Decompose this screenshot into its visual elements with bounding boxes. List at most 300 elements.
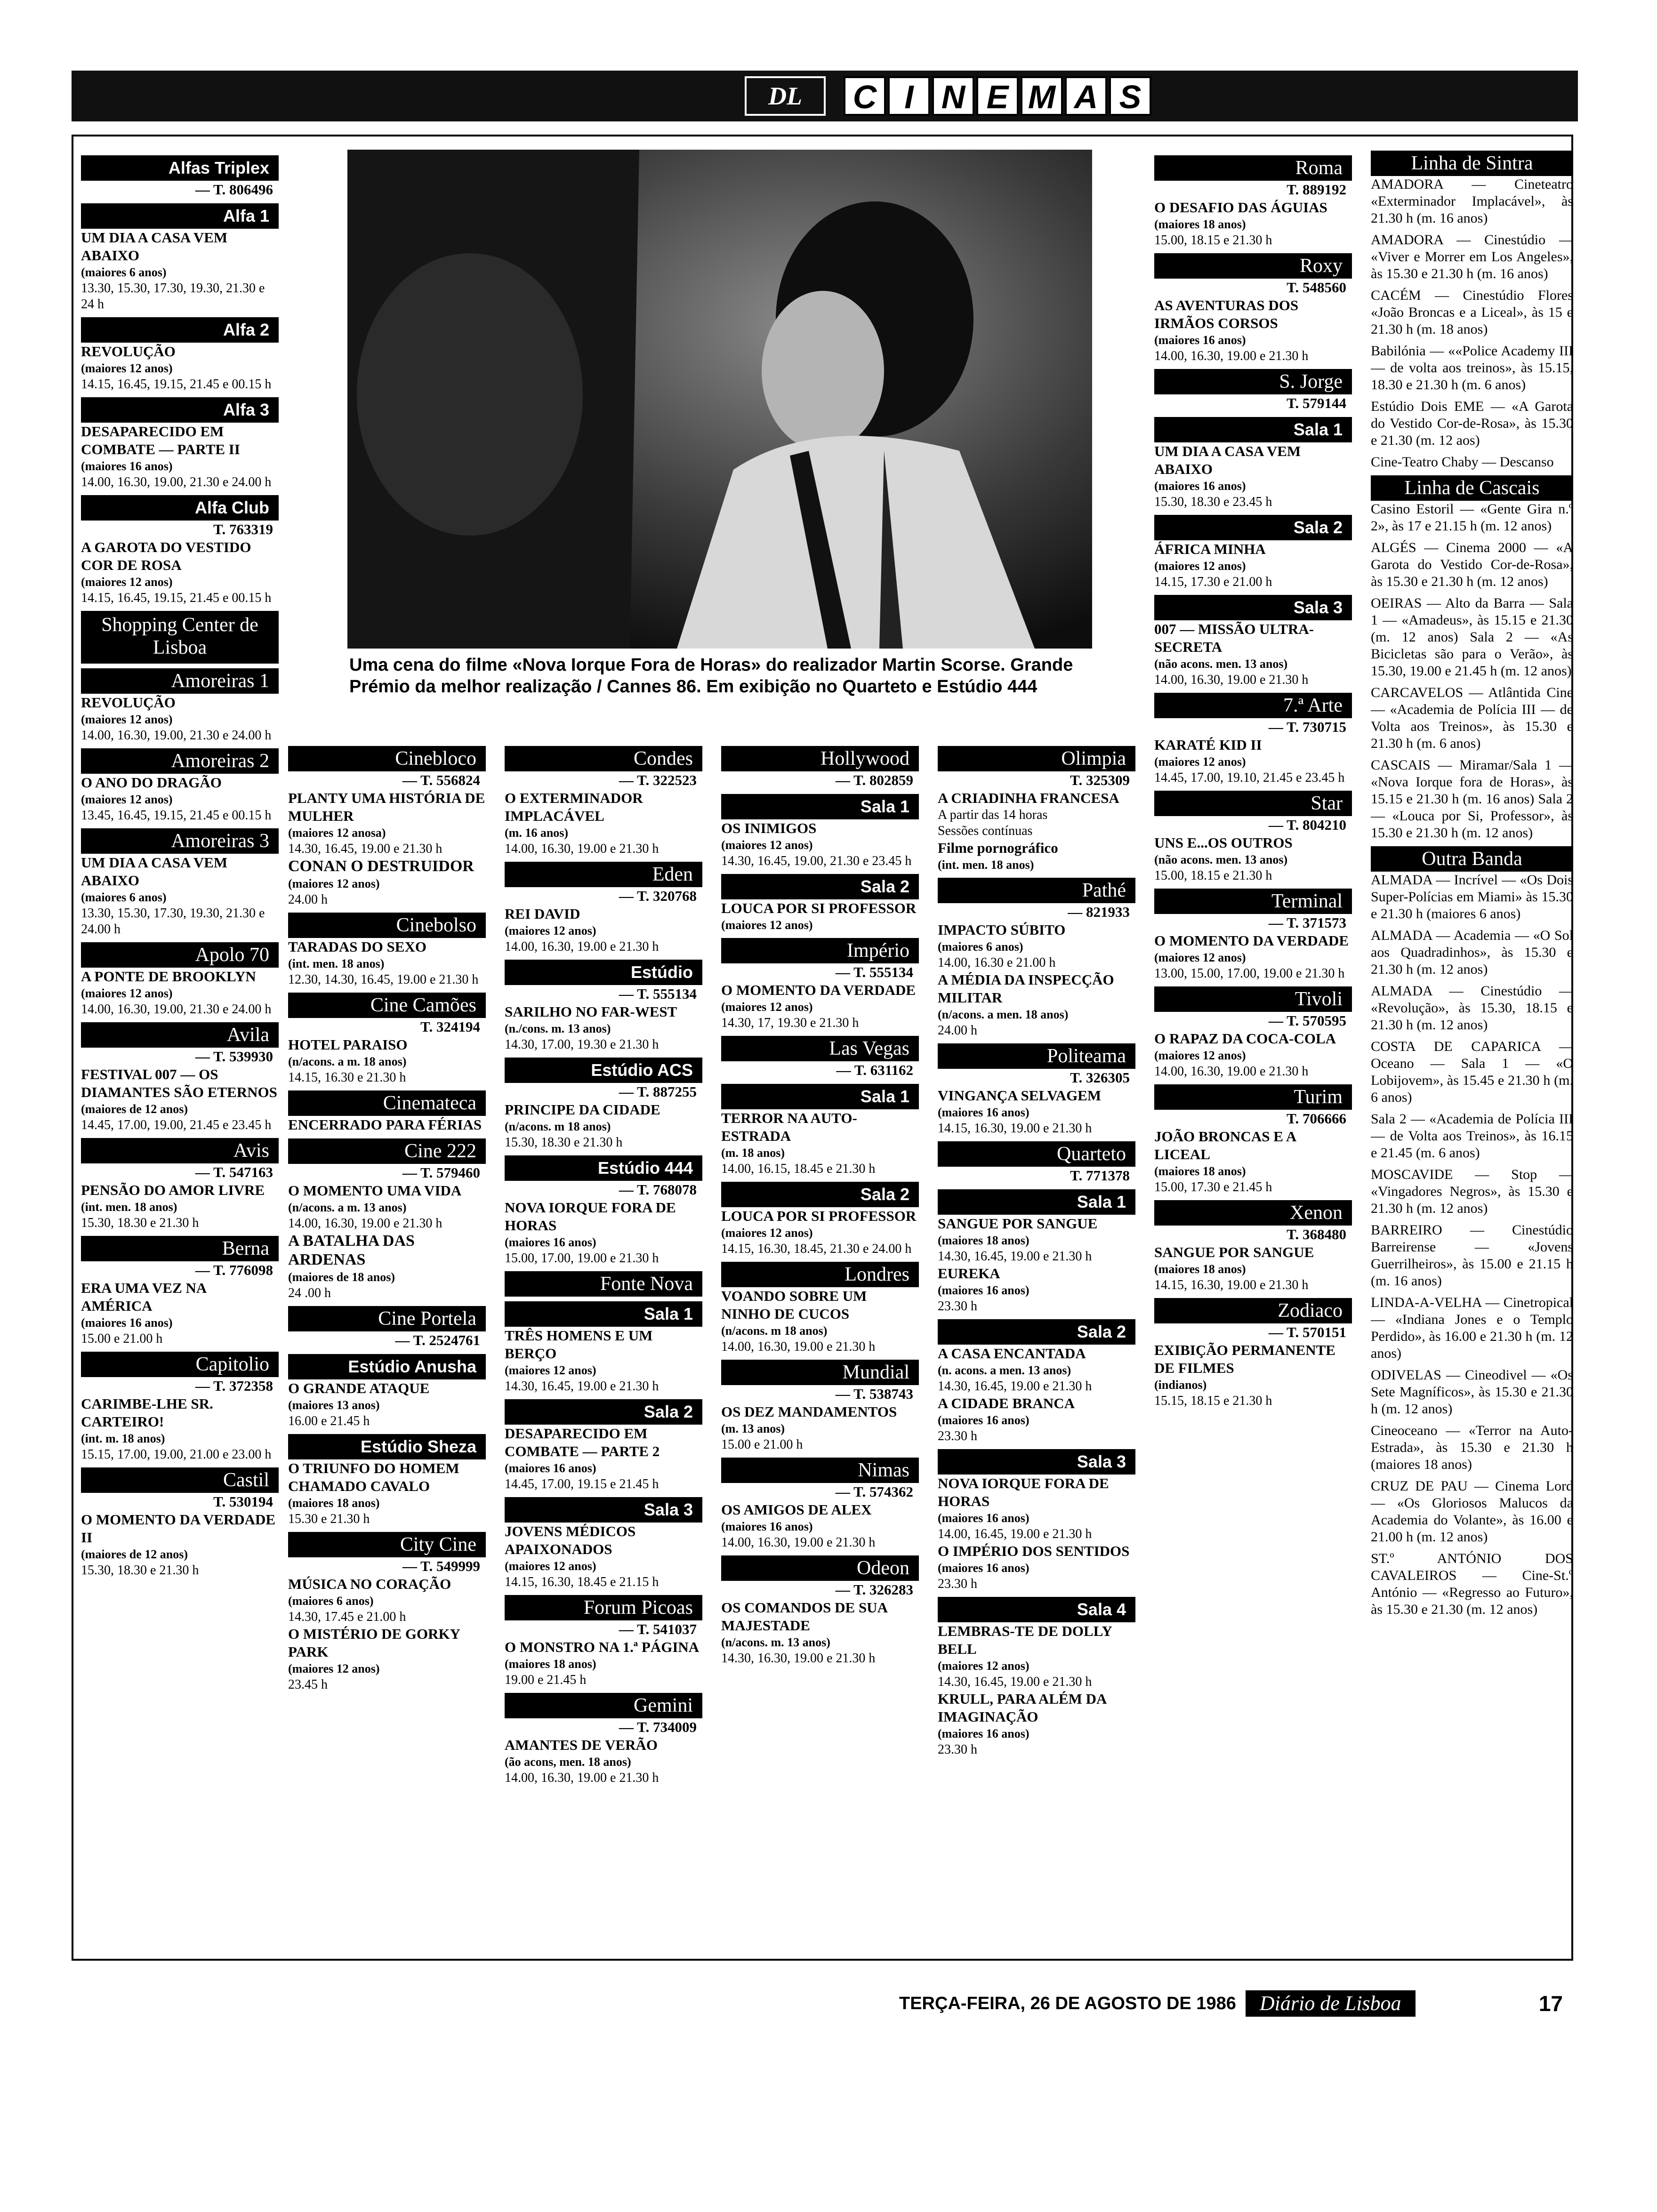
cinema-name: Alfa 2 [81, 317, 279, 343]
showtimes: 15.15, 17.00, 19.00, 21.00 e 23.00 h [81, 1447, 272, 1462]
showtimes: 14.15, 16.30, 18.45, 21.30 e 24.00 h [721, 1242, 912, 1256]
regional-listing: CARCAVELOS — Atlântida Cine — «Academia de Polícia III — de Volta aos Treinos», às 15.30 e 21.30 h (m. 6 anos) [1371, 685, 1573, 751]
age-rating: (maiores 18 anos) [1154, 1164, 1246, 1178]
cinema-listing [81, 828, 279, 938]
cinema-listing [81, 155, 279, 199]
cinema-listing [721, 1458, 919, 1551]
cinema-name: Cinebolso [288, 913, 486, 938]
age-rating: (maiores 12 anos) [721, 1000, 813, 1014]
film-title: LOUCA POR SI PROFESSOR [721, 1208, 917, 1224]
showtimes: 14.30, 16.45, 19.00 e 21.30 h [288, 842, 442, 856]
cinema-phone: — T. 887255 [619, 1083, 697, 1100]
publication-date: TERÇA-FEIRA, 26 DE AGOSTO DE 1986 [899, 1993, 1236, 2013]
cinema-phone: — T. 579460 [402, 1164, 480, 1181]
age-rating: (maiores 12 anos) [938, 1659, 1030, 1673]
cinema-name: Estúdio ACS [505, 1058, 702, 1083]
regional-listing: Sala 2 — «Academia de Polícia III — de Volta aos Treinos», às 16.15 e 21.45 (m. 6 anos) [1371, 1111, 1573, 1161]
film-title: PLANTY UMA HISTÓRIA DE MULHER [288, 790, 485, 824]
age-rating: (maiores 18 anos) [505, 1657, 596, 1671]
film-title: UM DIA A CASA VEM ABAIXO [1154, 443, 1301, 477]
cinema-phone: — T. 320768 [619, 888, 697, 904]
showtimes: 15.00, 17.30 e 21.45 h [1154, 1180, 1272, 1194]
film-title: KARATÉ KID II [1154, 737, 1262, 753]
age-rating: (maiores 16 anos) [938, 1511, 1030, 1525]
age-rating: (n. acons. a men. 13 anos) [938, 1363, 1071, 1377]
film-title: JOÃO BRONCAS E A LICEAL [1154, 1128, 1296, 1162]
title-letter: N [932, 76, 974, 116]
showtimes: 14.00, 16.30, 19.00 e 21.30 h [721, 1535, 876, 1550]
cinema-phone: — T. 806496 [195, 181, 273, 198]
column-7-regional [1371, 146, 1573, 1953]
showtimes: 14.30, 17, 19.30 e 21.30 h [721, 1016, 859, 1030]
regional-listing: Estúdio Dois EME — «A Garota do Vestido Cor-de-Rosa», às 15.30 e 21.30 (m. 12 aos) [1371, 399, 1573, 448]
film-title: TARADAS DO SEXO [288, 938, 426, 955]
cinema-name: S. Jorge [1154, 369, 1352, 394]
cinema-name: Quarteto [938, 1141, 1135, 1167]
age-rating: (maiores 16 anos) [1154, 333, 1246, 347]
page-footer [899, 1990, 1577, 2017]
showtimes: 14.00, 16.30, 19.00 e 21.30 h [505, 1771, 659, 1785]
cinema-listing [81, 397, 279, 490]
film-title: ERA UMA VEZ NA AMÉRICA [81, 1280, 206, 1314]
cinema-name: Sala 1 [1154, 417, 1352, 442]
cinema-listing [288, 746, 486, 908]
showtimes: 23.45 h [288, 1677, 328, 1692]
cinema-listing [288, 1306, 486, 1349]
cinema-listing [505, 1271, 702, 1297]
age-rating: (n/acons. a men. 18 anos) [938, 1008, 1069, 1021]
cinema-name: Amoreiras 1 [81, 668, 279, 694]
cinema-listing [505, 746, 702, 857]
cinema-listing [938, 1597, 1135, 1758]
showtimes: 14.30, 16.45, 19.00, 21.30 e 23.45 h [721, 854, 912, 868]
film-title: OS AMIGOS DE ALEX [721, 1501, 872, 1518]
showtimes: 16.00 e 21.45 h [288, 1414, 370, 1428]
title-letter: M [1021, 76, 1063, 116]
section-banner [72, 71, 1578, 121]
cinema-phone: — T. 734009 [619, 1719, 697, 1735]
showtimes: 15.30, 18.30 e 21.30 h [81, 1216, 199, 1230]
region-header-sintra: Linha de Sintra [1371, 151, 1573, 176]
showtimes: 14.00, 16.30, 19.00 e 21.30 h [1154, 673, 1309, 687]
cinema-name: Sala 3 [505, 1497, 702, 1523]
cinema-phone: T. 889192 [1287, 181, 1346, 198]
showtimes: 15.00, 18.15 e 21.30 h [1154, 868, 1272, 883]
cinema-phone: — T. 570595 [1268, 1012, 1346, 1029]
cinema-listing [721, 1360, 919, 1453]
film-title: CARIMBE-LHE SR. CARTEIRO! [81, 1395, 213, 1430]
cinema-phone: — T. 322523 [619, 772, 697, 788]
cinema-phone: T. 548560 [1287, 279, 1346, 296]
cinema-name: Fonte Nova [505, 1271, 702, 1297]
film-still-photo [347, 150, 1092, 649]
film-title: TERROR NA AUTO-ESTRADA [721, 1110, 857, 1144]
cinema-phone: — 821933 [1068, 904, 1130, 920]
showtimes: 14.45, 17.00, 19.00, 21.45 e 23.45 h [81, 1118, 272, 1132]
film-title: JOVENS MÉDICOS APAIXONADOS [505, 1523, 636, 1557]
showtimes: 14.30, 17.00, 19.30 e 21.30 h [505, 1037, 659, 1052]
cinema-name: Sala 2 [505, 1399, 702, 1425]
age-rating: (maiores 16 anos) [938, 1561, 1030, 1575]
showtimes: 14.15, 16.30 e 21.30 h [288, 1070, 406, 1085]
film-title: FESTIVAL 007 — OS DIAMANTES SÃO ETERNOS [81, 1066, 277, 1100]
cinema-listing [288, 993, 486, 1086]
showtimes: 23.30 h [938, 1429, 977, 1443]
cinema-listing [288, 913, 486, 988]
cinema-listing [1154, 253, 1352, 364]
film-title: 007 — MISSÃO ULTRA-SECRETA [1154, 621, 1314, 655]
cinema-listing [81, 1138, 279, 1231]
age-rating: (n/acons. a m. 13 anos) [288, 1201, 407, 1214]
film-title: O ANO DO DRAGÃO [81, 774, 222, 791]
cinema-name: Olimpia [938, 746, 1135, 771]
cinema-phone: — T. 538743 [835, 1386, 913, 1402]
cinema-phone: T. 324194 [420, 1018, 480, 1035]
regional-listing: BARREIRO — Cinestúdio Barreirense — «Jovens Guerrilheiros», às 15.00 e 21.15 h (m. 16 anos) [1371, 1222, 1573, 1289]
cinema-name: Turim [1154, 1084, 1352, 1110]
showtimes: 14.00, 16.30 e 21.00 h [938, 955, 1056, 970]
cinema-listing [938, 746, 1135, 873]
cinema-phone: — T. 539930 [195, 1048, 273, 1065]
film-title: LOUCA POR SI PROFESSOR [721, 900, 917, 916]
age-rating: (maiores 12 anos) [505, 924, 596, 938]
newspaper-name: Diário de Lisboa [1246, 1990, 1416, 2017]
regional-listing: AMADORA — Cineteatro «Exterminador Implacável», às 21.30 h (m. 16 anos) [1371, 176, 1573, 226]
cinema-name: Sala 3 [938, 1449, 1135, 1475]
age-rating: (maiores 6 anos) [81, 890, 167, 904]
cinema-phone: — T. 768078 [619, 1181, 697, 1198]
cinema-listing [288, 1434, 486, 1527]
title-letter: C [844, 76, 886, 116]
film-title: A BATALHA DAS ARDENAS [288, 1232, 415, 1268]
cinema-name: Estúdio [505, 960, 702, 985]
regional-listing: ST.º ANTÓNIO DOS CAVALEIROS — Cine-St.º António — «Regresso ao Futuro», às 15.30 e 21.30 (m. 12 anos) [1371, 1551, 1573, 1617]
regional-listing: ALGÉS — Cinema 2000 — «A Garota do Vestido Cor-de-Rosa», às 15.30 e 21.30 h (m. 12 anos) [1371, 540, 1573, 589]
film-title: LEMBRAS-TE DE DOLLY BELL [938, 1623, 1112, 1657]
cinema-listing [505, 960, 702, 1053]
cinema-name: Zodiaco [1154, 1298, 1352, 1323]
cinema-listing [938, 1043, 1135, 1137]
age-rating: (ão acons, men. 18 anos) [505, 1755, 631, 1769]
cinema-listing [81, 1236, 279, 1347]
cinema-listing [1154, 1200, 1352, 1293]
cinema-name: Berna [81, 1236, 279, 1261]
cinema-listing [938, 1189, 1135, 1314]
region-header-outra-banda: Outra Banda [1371, 846, 1573, 872]
age-rating: (maiores 12 anos) [1154, 755, 1246, 769]
showtimes: 15.00 e 21.00 h [81, 1331, 163, 1346]
cinema-name: Alfa 1 [81, 203, 279, 229]
cinema-name: Mundial [721, 1360, 919, 1385]
age-rating: (n/acons. a m. 18 anos) [288, 1055, 407, 1068]
page-number: 17 [1538, 1991, 1563, 2016]
cinema-name: Las Vegas [721, 1036, 919, 1061]
cinema-listing [721, 1262, 919, 1355]
regional-listing: CASCAIS — Miramar/Sala 1 — «Nova Iorque fora de Horas», às 15.15 e 21.30 h (m. 16 anos) Sala 2 — «Louca por Si, Professor», às 15.30 e 21.30 h (m. 12 anos) [1371, 757, 1573, 841]
cinema-name: Sala 2 [721, 1182, 919, 1207]
showtimes: 14.30, 16.30, 19.00 e 21.30 h [721, 1651, 876, 1666]
column-5 [938, 741, 1135, 1953]
showtimes: 15.00 e 21.00 h [721, 1437, 803, 1452]
cinema-listing [1154, 1084, 1352, 1195]
showtimes: 14.00, 16.30, 19.00 e 21.30 h [505, 842, 659, 856]
cinema-listing [505, 1155, 702, 1266]
cinema-name: Terminal [1154, 889, 1352, 914]
cinema-phone: — T. 631162 [836, 1062, 913, 1078]
cinema-name: Amoreiras 2 [81, 748, 279, 774]
age-rating: (maiores 6 anos) [288, 1594, 374, 1608]
cinema-phone: — T. 326283 [835, 1581, 913, 1598]
age-rating: (maiores 12 anos) [81, 986, 173, 1000]
film-title: KRULL, PARA ALÉM DA IMAGINAÇÃO [938, 1691, 1106, 1725]
age-rating: (maiores 12 anos) [81, 575, 173, 589]
age-rating: (maiores 16 anos) [1154, 479, 1246, 493]
age-rating: (maiores 12 anos) [1154, 1049, 1246, 1062]
title-letter: I [888, 76, 930, 116]
age-rating: (maiores 12 anos) [505, 1559, 596, 1573]
regional-listing: COSTA DE CAPARICA — Oceano — Sala 1 — «O Lobijovem», às 15.45 e 21.30 h (m. 6 anos) [1371, 1039, 1573, 1105]
newspaper-logo: DL [745, 76, 826, 116]
film-title: O GRANDE ATAQUE [288, 1380, 430, 1396]
cinema-phone: T. 763319 [213, 521, 273, 537]
film-title: A PONTE DE BROOKLYN [81, 968, 256, 985]
showtimes: 24 .00 h [288, 1286, 331, 1300]
age-rating: (maiores 16 anos) [938, 1413, 1030, 1427]
cinema-name: Alfas Triplex [81, 155, 279, 181]
film-title: IMPACTO SÚBITO [938, 922, 1066, 938]
cinema-listing [1154, 155, 1352, 248]
film-title: OS INIMIGOS [721, 820, 817, 836]
cinema-name: Pathé [938, 878, 1135, 903]
age-rating: (int. men. 18 anos) [288, 957, 385, 970]
film-title: O DESAFIO DAS ÁGUIAS [1154, 199, 1327, 216]
cinema-phone: T. 706666 [1287, 1110, 1346, 1127]
showtimes: 14.30, 16.45, 19.00 e 21.30 h [938, 1379, 1092, 1394]
age-rating: (maiores 6 anos) [81, 265, 167, 279]
cinema-listing [288, 1090, 486, 1134]
showtimes: 14.15, 16.45, 19.15, 21.45 e 00.15 h [81, 591, 272, 605]
film-title: O IMPÉRIO DOS SENTIDOS [938, 1543, 1130, 1559]
showtimes: 15.00, 17.00, 19.00 e 21.30 h [505, 1251, 659, 1266]
cinema-name: Gemini [505, 1693, 702, 1718]
cinema-listing [721, 746, 919, 789]
cinema-name: Star [1154, 791, 1352, 816]
film-title: A CIDADE BRANCA [938, 1395, 1075, 1411]
showtimes: 14.30, 17.45 e 21.00 h [288, 1610, 406, 1624]
film-title: OS COMANDOS DE SUA MAJESTADE [721, 1599, 887, 1634]
film-title: PENSÃO DO AMOR LIVRE [81, 1182, 265, 1198]
age-rating: (int. men. 18 anos) [81, 1200, 177, 1214]
age-rating: (maiores 18 anos) [288, 1496, 380, 1510]
regional-listing: Cine-Teatro Chaby — Descanso [1371, 454, 1554, 470]
age-rating: (maiores 16 anos) [81, 459, 173, 473]
showtimes: 14.15, 16.45, 19.15, 21.45 e 00.15 h [81, 377, 272, 392]
age-rating: (n/acons. m 18 anos) [721, 1324, 828, 1338]
film-title: O MOMENTO DA VERDADE II [81, 1511, 276, 1546]
showtimes: 14.00, 16.15, 18.45 e 21.30 h [721, 1162, 876, 1176]
regional-listing: Cineoceano — «Terror na Auto-Estrada», às 15.30 e 21.30 h (maiores 18 anos) [1371, 1423, 1573, 1472]
cinema-listing [938, 1141, 1135, 1185]
age-rating: (m. 13 anos) [721, 1422, 785, 1435]
cinema-name: Sala 1 [938, 1189, 1135, 1215]
region-header-cascais: Linha de Cascais [1371, 475, 1573, 501]
cinema-phone: — T. 555134 [835, 964, 913, 980]
age-rating: (maiores 12 anos) [81, 793, 173, 806]
cinema-name: Estúdio 444 [505, 1155, 702, 1181]
cinema-name: Shopping Center de Lisboa [81, 611, 279, 664]
cinema-name: Império [721, 938, 919, 963]
age-rating: (maiores 18 anos) [1154, 217, 1246, 231]
cinema-name: Avis [81, 1138, 279, 1163]
cinema-name: Sala 4 [938, 1597, 1135, 1622]
cinema-name: 7.ª Arte [1154, 693, 1352, 718]
film-title: EUREKA [938, 1265, 1000, 1282]
film-title: O RAPAZ DA COCA-COLA [1154, 1030, 1336, 1047]
cinema-phone: — T. 804210 [1268, 817, 1346, 833]
cinema-listing [721, 938, 919, 1031]
age-rating: (maiores de 12 anos) [81, 1547, 188, 1561]
film-title: NOVA IORQUE FORA DE HORAS [505, 1199, 676, 1234]
age-rating: (n./cons. m. 13 anos) [505, 1022, 611, 1035]
cinema-listing [938, 1449, 1135, 1592]
cinema-listing [505, 862, 702, 955]
film-title: AS AVENTURAS DOS IRMÃOS CORSOS [1154, 297, 1299, 331]
film-title: O MISTÉRIO DE GORKY PARK [288, 1626, 460, 1660]
cinema-name: Sala 1 [721, 794, 919, 819]
showtimes: 14.00, 16.30, 19.00 e 21.30 h [1154, 349, 1309, 363]
age-rating: (maiores 16 anos) [721, 1520, 813, 1533]
cinema-name: Condes [505, 746, 702, 771]
cinema-name: Alfa 3 [81, 397, 279, 423]
regional-listing: OEIRAS — Alto da Barra — Sala 1 — «Amadeus», às 15.15 e 21.30 (m. 12 anos) Sala 2 — «As Bicicletas são para o Verão», às 15.30, 19.00 e 21.45 h (m. 12 anos) [1371, 595, 1573, 679]
showtimes: 23.30 h [938, 1742, 977, 1757]
cinema-name: Politeama [938, 1043, 1135, 1069]
showtimes: 23.30 h [938, 1577, 977, 1591]
cinema-name: Sala 2 [938, 1319, 1135, 1345]
cinema-listing [1154, 889, 1352, 982]
cinema-phone: — T. 556824 [402, 772, 480, 788]
cinema-listing [1154, 693, 1352, 786]
age-rating: (maiores 12 anos) [721, 1226, 813, 1240]
film-title: EXIBIÇÃO PERMANENTE DE FILMES [1154, 1342, 1335, 1376]
film-title: PRINCIPE DA CIDADE [505, 1101, 660, 1118]
film-title: ENCERRADO PARA FÉRIAS [288, 1116, 482, 1133]
film-title: REVOLUÇÃO [81, 694, 176, 711]
age-rating: (maiores 12 anos) [721, 918, 813, 932]
showtimes: 14.00, 16.30, 19.00 e 21.30 h [288, 1216, 442, 1231]
age-rating: (int. men. 18 anos) [938, 858, 1034, 872]
showtimes: 14.15, 16.30, 19.00 e 21.30 h [1154, 1278, 1309, 1292]
cinema-phone: — T. 574362 [835, 1483, 913, 1500]
age-rating: (m. 16 anos) [505, 826, 569, 840]
regional-listing: Casino Estoril — «Gente Gira n.º 2», às 17 e 21.15 h (m. 12 anos) [1371, 501, 1573, 534]
cinema-listing [81, 1352, 279, 1463]
age-rating: (não acons. men. 13 anos) [1154, 657, 1288, 671]
film-still-illustration [347, 150, 1092, 649]
cinema-listing [81, 317, 279, 393]
age-rating: (maiores 13 anos) [288, 1398, 380, 1412]
film-title: UM DIA A CASA VEM ABAIXO [81, 229, 228, 264]
cinema-name: Avila [81, 1022, 279, 1048]
session-note: A partir das 14 horas [938, 808, 1048, 822]
showtimes: 14.00, 16.30, 19.00 e 21.30 h [505, 939, 659, 954]
showtimes: 13.00, 15.00, 17.00, 19.00 e 21.30 h [1154, 966, 1345, 981]
cinema-listing [505, 1497, 702, 1590]
regional-listing: ODIVELAS — Cineodivel — «Os Sete Magníficos», às 15.30 e 21.30 h (m. 12 anos) [1371, 1367, 1573, 1417]
age-rating: (maiores 12 anos) [81, 713, 173, 726]
age-rating: (maiores 12 anos) [81, 361, 173, 375]
showtimes: 15.30, 18.30 e 21.30 h [81, 1563, 199, 1578]
age-rating: (maiores de 12 anos) [81, 1102, 188, 1116]
cinema-listing [1154, 369, 1352, 412]
title-letter: S [1109, 76, 1151, 116]
cinema-name: Apolo 70 [81, 942, 279, 968]
film-title: A CRIADINHA FRANCESA [938, 790, 1119, 806]
regional-listing: ALMADA — Cinestúdio — «Revolução», às 15.30, 18.15 e 21.30 h (m. 12 anos) [1371, 983, 1573, 1033]
showtimes: 14.45, 17.00, 19.15 e 21.45 h [505, 1477, 659, 1491]
regional-listing: CACÉM — Cinestúdio Flores «João Broncas e a Liceal», às 15 e 21.30 h (m. 18 anos) [1371, 288, 1573, 337]
showtimes: 14.15, 17.30 e 21.00 h [1154, 575, 1272, 589]
cinema-name: Cine Portela [288, 1306, 486, 1331]
cinema-name: Sala 1 [505, 1301, 702, 1327]
cinema-phone: T. 579144 [1287, 395, 1346, 411]
showtimes: 24.00 h [288, 892, 328, 907]
cinema-name: Cinemateca [288, 1090, 486, 1116]
cinema-listing [81, 1467, 279, 1579]
film-title: REI DAVID [505, 906, 580, 922]
age-rating: (maiores 12 anos) [288, 1662, 380, 1675]
showtimes: 14.00, 16.45, 19.00 e 21.30 h [938, 1527, 1092, 1541]
title-letter: E [976, 76, 1019, 116]
section-title [844, 76, 1153, 116]
film-title: OS DEZ MANDAMENTOS [721, 1403, 897, 1420]
cinema-phone: — T. 802859 [835, 772, 913, 788]
cinema-listing [721, 874, 919, 933]
film-title: O MOMENTO UMA VIDA [288, 1182, 462, 1199]
age-rating: (m. 18 anos) [721, 1146, 785, 1160]
cinema-name: Hollywood [721, 746, 919, 771]
age-rating: (maiores 16 anos) [505, 1461, 596, 1475]
cinema-phone: T. 530194 [213, 1493, 273, 1510]
film-title: REVOLUÇÃO [81, 343, 176, 360]
showtimes: 23.30 h [938, 1299, 977, 1314]
film-title: O EXTERMINADOR IMPLACÁVEL [505, 790, 643, 824]
film-title: O MONSTRO NA 1.ª PÁGINA [505, 1639, 700, 1655]
cinema-listing [938, 1319, 1135, 1444]
regional-listing: ALMADA — Academia — «O Sol aos Quadradinhos», às 15.30 e 21.30 h (m. 12 anos) [1371, 928, 1573, 977]
showtimes: 14.00, 16.30, 19.00 e 21.30 h [721, 1339, 876, 1354]
cinema-listing [1154, 986, 1352, 1080]
film-title: Filme pornográfico [938, 840, 1058, 856]
film-title: MÚSICA NO CORAÇÃO [288, 1576, 451, 1592]
age-rating: (maiores 12 anos) [721, 838, 813, 852]
cinema-name: Tivoli [1154, 986, 1352, 1012]
age-rating: (maiores 18 anos) [1154, 1262, 1246, 1276]
showtimes: 13.30, 15.30, 17.30, 19.30, 21.30 e 24 h [81, 281, 265, 312]
showtimes: 14.30, 16.45, 19.00 e 21.30 h [505, 1379, 659, 1394]
cinema-listing [81, 495, 279, 606]
film-title: TRÊS HOMENS E UM BERÇO [505, 1327, 653, 1362]
age-rating: (maiores 16 anos) [938, 1106, 1030, 1119]
regional-listing: ALMADA — Incrível — «Os Dois Super-Polícias em Miami» às 15.30 e 21.30 h (maiores 6 anos) [1371, 872, 1573, 922]
film-title: UM DIA A CASA VEM ABAIXO [81, 854, 228, 889]
showtimes: 15.00, 18.15 e 21.30 h [1154, 233, 1272, 248]
showtimes: 15.15, 18.15 e 21.30 h [1154, 1394, 1272, 1408]
cinema-name: City Cine [288, 1532, 486, 1557]
showtimes: 12.30, 14.30, 16.45, 19.00 e 21.30 h [288, 972, 479, 987]
cinema-name: Sala 2 [721, 874, 919, 899]
film-title: O TRIUNFO DO HOMEM CHAMADO CAVALO [288, 1460, 459, 1494]
